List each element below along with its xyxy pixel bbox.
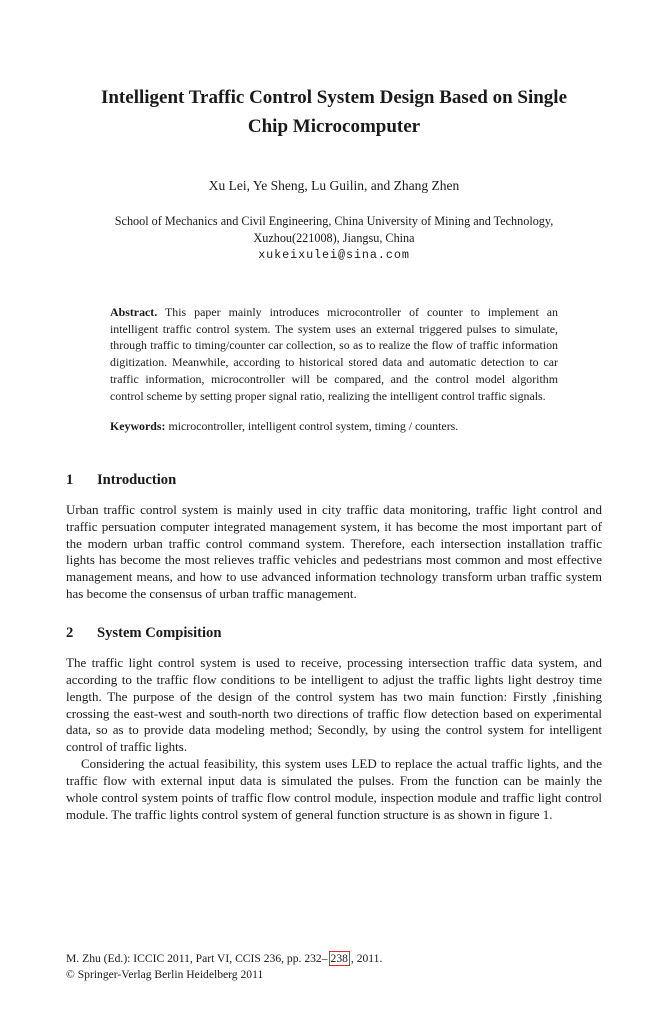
abstract-label: Abstract. [110,305,158,319]
paper-title-line2: Chip Microcomputer [247,116,421,137]
introduction-paragraph: Urban traffic control system is mainly used in city traffic data monitoring, traffic light control and traffic persuation computer integrated management system, it has become the most important part of the modern urban traffic control command system. Therefore, each intersection installation traffic lights has become the most relieves traffic vehicles and pedestrians most common and most effective management means, and how to use advanced information technology transform urban traffic system has become the consensus of urban traffic management. [66,501,602,602]
paper-title [66,0,602,141]
section-number: 2 [66,624,74,641]
abstract-paragraph [110,304,558,404]
footer-citation-line [66,951,382,967]
footer-citation-prefix: M. Zhu (Ed.): ICCIC 2011, Part VI, CCIS 236, pp. 232– [66,952,328,965]
affiliation-line2: Xuzhou(221008), Jiangsu, China [253,230,415,245]
section-number: 1 [66,471,74,488]
paper-title-line1: Intelligent Traffic Control System Design Based on Single [100,87,568,108]
page-number-link[interactable]: 238 [330,952,348,965]
authors-line: Xu Lei, Ye Sheng, Lu Guilin, and Zhang Zhen [208,178,460,193]
affiliation-line1: School of Mechanics and Civil Engineering, China University of Mining and Technology, [114,214,554,228]
affiliation-block [66,213,602,246]
section-title: System Compisition [97,624,222,641]
keywords-text: microcontroller, intelligent control system, timing / counters. [168,419,459,434]
footer-copyright-line: © Springer-Verlag Berlin Heidelberg 2011 [66,967,264,981]
author-email: xukeixulei@sina.com [258,248,410,262]
footer-citation-suffix: , 2011. [350,952,383,965]
footer-block [66,951,382,983]
section-heading-introduction [66,471,602,490]
keywords-label: Keywords: [110,419,166,434]
section-heading-system-composition [66,624,602,643]
keywords-line [110,418,558,435]
page-content [66,0,602,823]
abstract-text: This paper mainly introduces microcontroller of counter to implement an intelligent traffic control system. The system uses an external triggered pulses to simulate, through traffic to timing/counter car collection, so as to realize the flow of traffic information digitization. Meanwhile, according to historical stored data and automatic detection to car traffic information, microcontroller will be compared, and the control model algorithm control scheme by setting proper signal ratio, realizing the intelligent control traffic signals. [110,305,558,403]
system-composition-paragraph-2: Considering the actual feasibility, this system uses LED to replace the actual traffic lights, and the traffic flow with external input data is simulated the pulses. From the function can be mainly the whole control system points of traffic flow control module, inspection module and traffic light control module. The traffic lights control system of general function structure is as shown in figure 1. [66,756,602,822]
system-composition-paragraph-1: The traffic light control system is used to receive, processing intersection traffic data system, and according to the traffic flow conditions to be intelligent to adjust the traffic lights light destroy time length. The purpose of the design of the control system has two main function: Firstly ,finishing crossing the east-west and south-north two directions of traffic flow detection based on experimental data, so as to provide data modeling method; Secondly, by using the control system for intelligent control of traffic lights. [66,654,602,755]
section-title: Introduction [97,471,177,488]
